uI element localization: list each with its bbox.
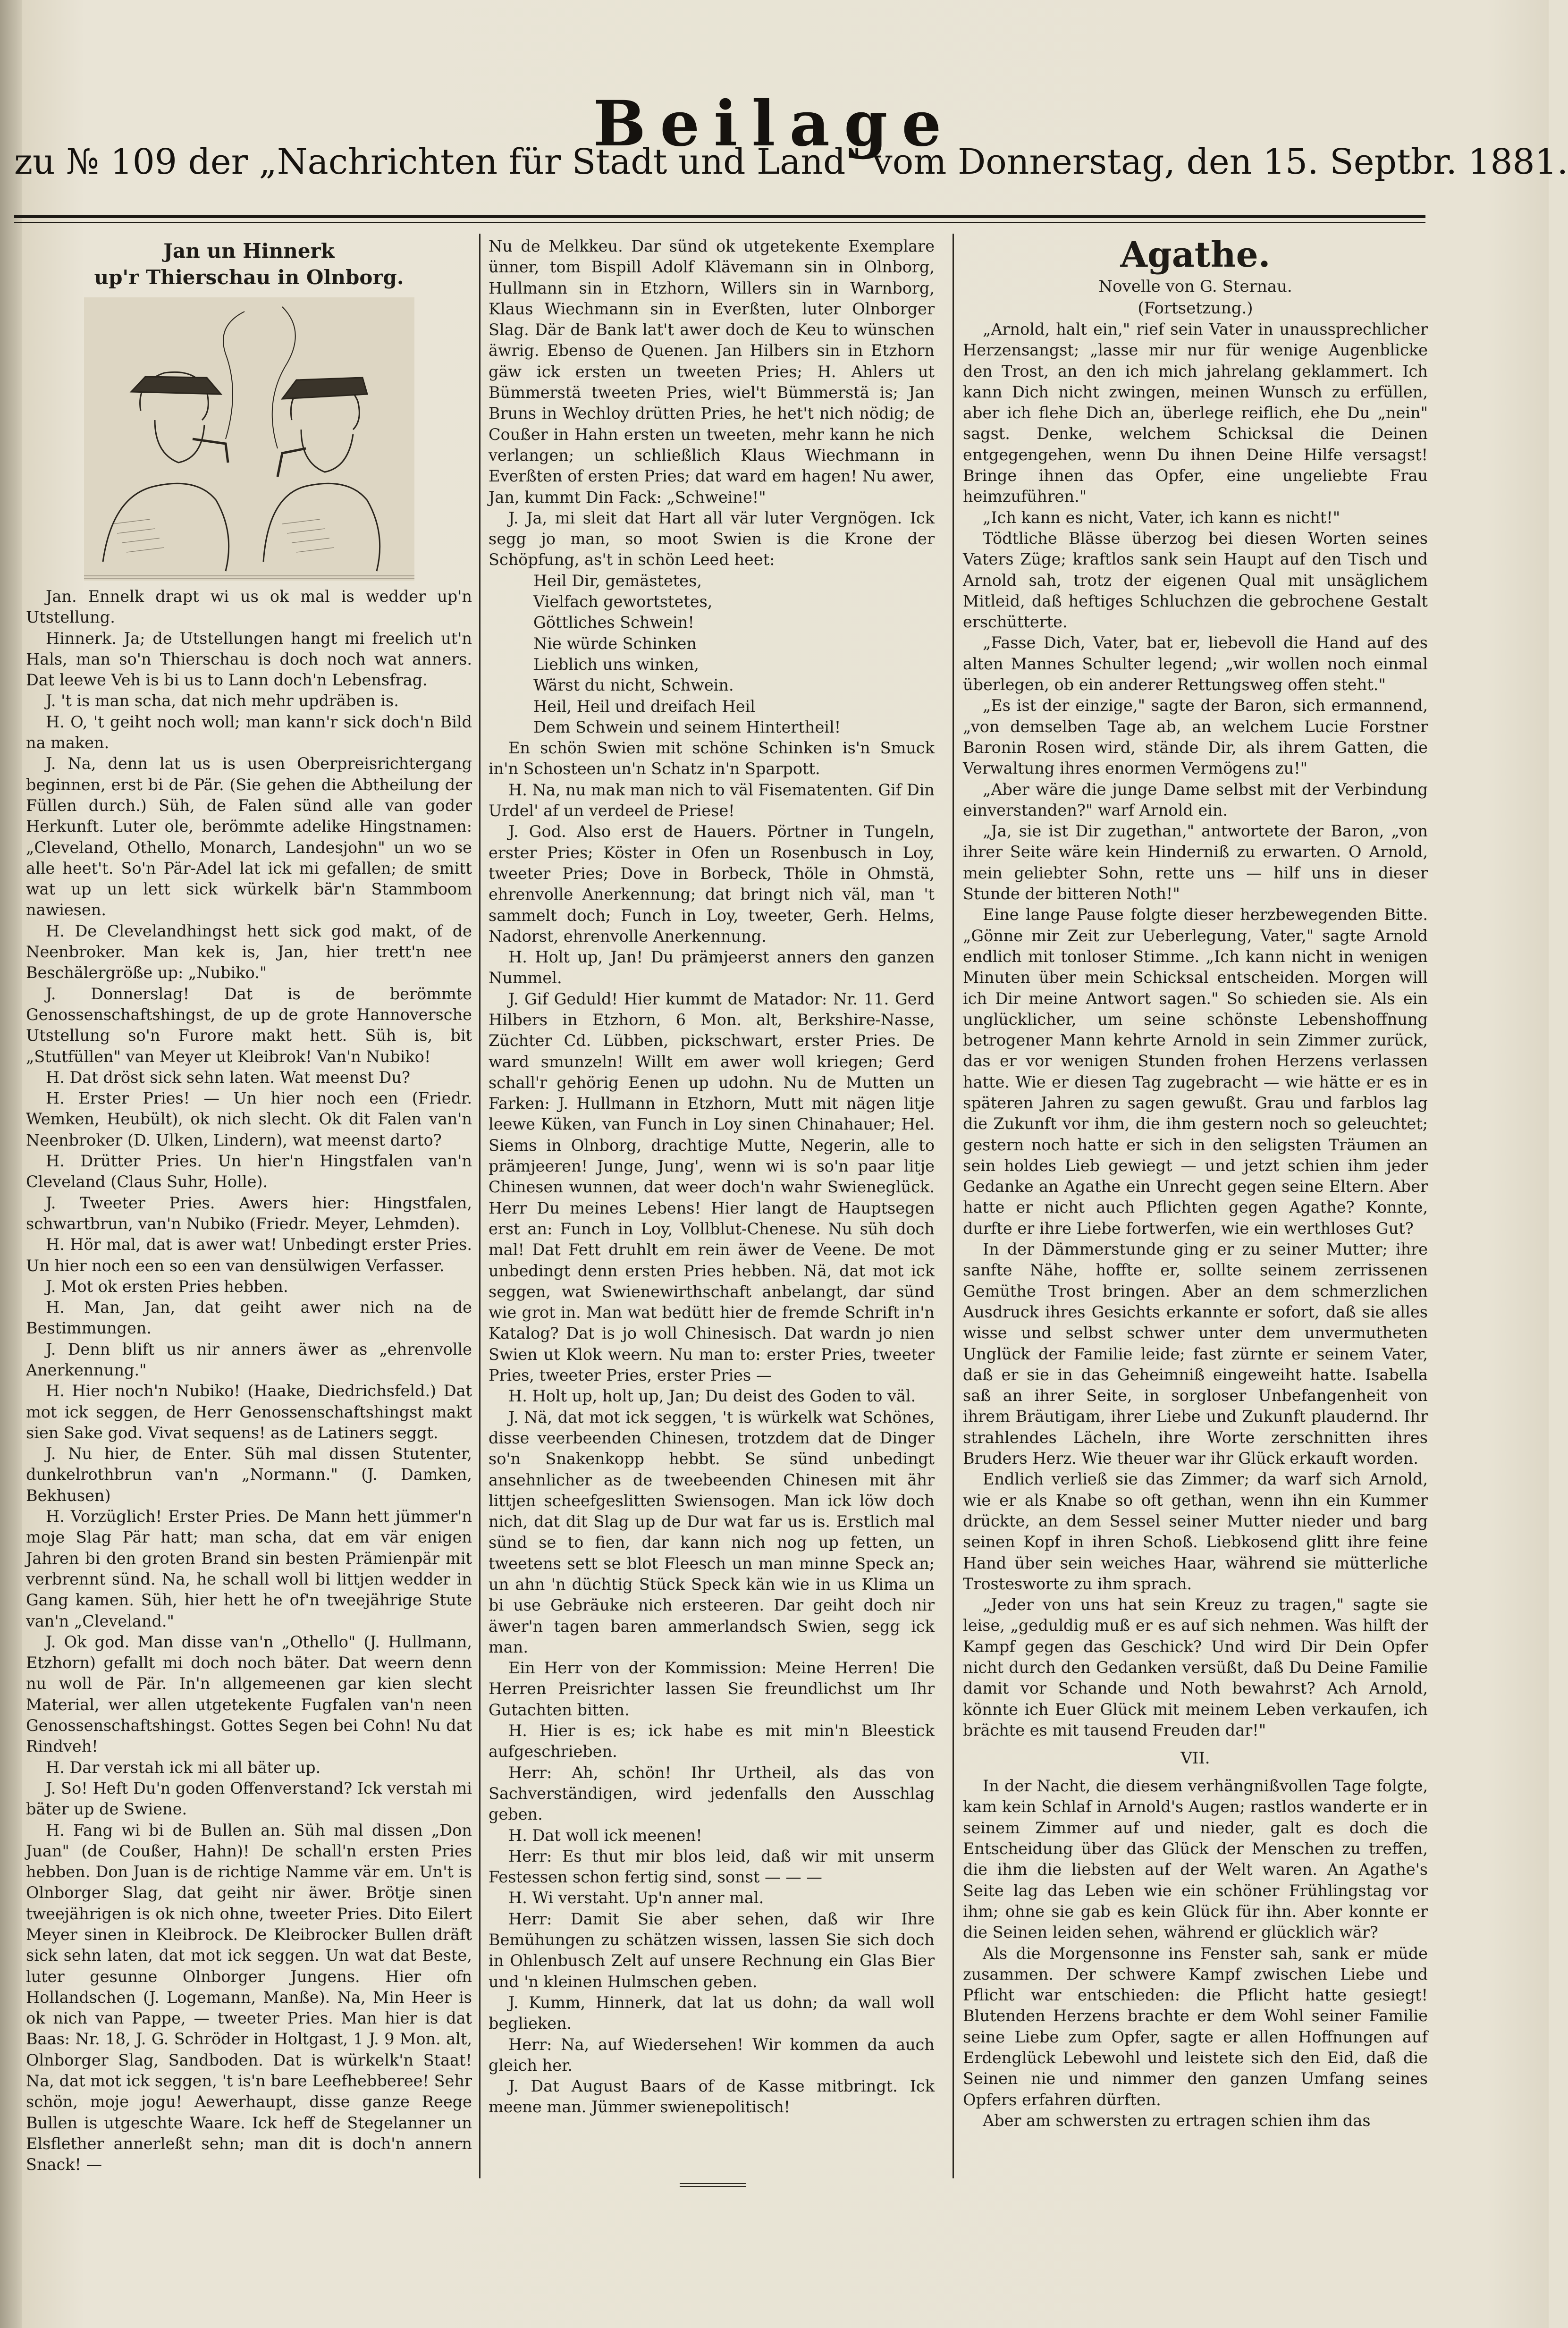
paragraph: J. 't is man scha, dat nich mehr updräben is. — [46, 692, 399, 710]
paragraph: H. Hier noch'n Nubiko! (Haake, Diedrichsfeld.) Dat mot ick seggen, de Herr Genossenschaftshingst makt sien Sake god. Vivat sequens! as de Latiners seggt. — [26, 1382, 477, 1442]
paragraph: H. Dar verstah ick mi all bäter up. — [46, 1758, 321, 1777]
paragraph: J. Gif Geduld! Hier kummt de Matador: Nr. 11. Gerd Hilbers in Etzhorn, 6 Mon. alt, Berkshire-Nasse, Züchter Cd. Lübben, pickschwart, erster Pries. De ward smunzeln! Willt em awer woll kriegen; Gerd schall'r gehörig Eenen up udohn. Nu de Mutten un Farken: J. Hullmann in Etzhorn, Mutt mit nägen litje leewe Küken, van Funch in Loy sinen Chinahauer; Hel. Siems in Olnborg, drachtige Mutte, Negerin, alle to prämjeeren! Junge, Jung', wenn wi is so'n paar litje Chinesen wunnen, dat weer doch'n wahr Swieneglück. Herr Du meines Lebens! Hier langt de Hauptsegen erst an: Funch in Loy, Vollblut-Chenese. Nu süh doch mal! Dat Fett druhlt em rein äwer de Veene. De mot unbedingt denn ersten Pries hebben. Nä, dat mot ick seggen, wat Swienewirthschaft anbelangt, dar sünd wie grot in. Man wat bedütt hier de fremde Schrift in'n Katalog? Dat is jo woll Chinesisch. Dat wardn jo nien Swien ut Klok weern. Nu man to: erster Pries, tweeter Pries, tweeter Pries, erster Pries — — [489, 989, 940, 1385]
paragraph: J. So! Heft Du'n goden Offenverstand? Ick verstah mi bäter up de Swiene. — [26, 1779, 477, 1819]
continuation-note: (Fortsetzung.) — [1138, 299, 1253, 318]
paragraph: J. Denn blift us nir anners äwer as „ehrenvolle Anerkennung." — [26, 1340, 477, 1379]
paragraph: J. Ok god. Man disse van'n „Othello" (J. Hullmann, Etzhorn) gefallt mi doch noch bäter. Dat weern denn nu woll de Pär. In'n allgemeenen gar kien slecht Material, wer allen utgetekente Fugfalen van'n neen Genossenschaftshingst. Gottes Segen bei Cohn! Nu dat Rindveh! — [26, 1632, 477, 1756]
paragraph: J. Dat August Baars of de Kasse mitbringt. Ick meene man. Jümmer swienepolitisch! — [489, 2077, 940, 2117]
paragraph: H. De Clevelandhingst hett sick god makt, of de Neenbroker. Man kek is, Jan, hier trett'n nee Beschälergröße up: „Nubiko." — [26, 921, 477, 982]
novel-byline: Novelle von G. Sternau. — [1098, 277, 1292, 296]
paragraph: J. Tweeter Pries. Awers hier: Hingstfalen, schwartbrun, van'n Nubiko (Friedr. Meyer, Lehmden). — [26, 1193, 477, 1233]
paragraph: J. Donnerslag! Dat is de berömmte Genossenschaftshingst, de up de grote Hannoversche Utstellung so'n Furore makt hett. Süh is, bit „Stutfüllen" van Meyer ut Kleibrok! Van'n Nubiko! — [26, 984, 477, 1066]
paragraph: Jan. Ennelk drapt wi us ok mal is wedder up'n Utstellung. — [26, 587, 477, 627]
paragraph: H. Wi verstaht. Up'n anner mal. — [508, 1889, 764, 1907]
paragraph: „Jeder von uns hat sein Kreuz zu tragen," sagte sie leise, „geduldig muß er es auf sich nehmen. Was hilft der Kampf gegen das Geschick? Und wird Dir Dein Opfer nicht durch den Gedanken versüßt, daß Du Deine Familie damit vor Schande und Noth bewahrst? Ach Arnold, könnte ich Euer Glück mit meinem Leben verkaufen, ich brächte es mit tausend Freuden dar!" — [963, 1595, 1433, 1739]
paragraph: Herr: Es thut mir blos leid, daß wir mit unserm Festessen schon fertig sind, sonst — — — — [489, 1847, 940, 1887]
paragraph: H. Holt up, holt up, Jan; Du deist des Goden to väl. — [508, 1387, 916, 1406]
paragraph: Nu de Melkkeu. Dar sünd ok utgetekente Exemplare ünner, tom Bispill Adolf Klävemann sin in Olnborg, Hullmann sin in Etzhorn, Willers sin in Warnborg, Klaus Wiechmann sin in Everßten, luter Olnborger Slag. Där de Bank lat't awer doch de Keu to wünschen äwrig. Ebenso de Quenen. Jan Hilbers sin in Etzhorn gäw ick ersten un tweeten Pries; H. Ahlers ut Bümmerstä tweeten Pries, wiel't Bümmerstä is; Jan Bruns in Wechloy drütten Pries, he het't nich nödig; de Coußer in Hahn ersten un tweeten, mehr kann he nich verlangen; un schließlich Klaus Wiechmann in Everßten of ersten Pries; dat ward em hagen! Nu awer, Jan, kummt Din Fack: „Schweine!" — [489, 237, 940, 506]
chapter-heading: VII. — [1180, 1749, 1210, 1768]
paragraph: „Aber wäre die junge Dame selbst mit der Verbindung einverstanden?" warf Arnold ein. — [963, 780, 1433, 819]
paragraph: H. Fang wi bi de Bullen an. Süh mal dissen „Don Juan" (de Coußer, Hahn)! De schall'n ersten Pries hebben. Don Juan is de richtige Namme vär em. Un't is Olnborger Slag, dat geiht nir äwer. Brötje sinen tweejährigen is ok nich ohne, tweeter Pries. Dito Eilert Meyer sinen in Kleibrock. De Kleibrocker Bullen dräft sick sehn laten, dat mot ick seggen. Un wat dat Beste, luter gesunne Olnborger Jungens. Hier ofn Hollandschen (J. Logemann, Manße). Na, Min Heer is ok nich van Pappe, — tweeter Pries. Man hier is dat Baas: Nr. 18, J. G. Schröder in Holtgast, 1 J. 9 Mon. alt, Olnborger Slag, Sandboden. Dat is würkelk'n Staat! Na, dat mot ick seggen, 't is'n bare Leefhebberee! Sehr schön, moje jogu! Aewerhaupt, disse ganze Reege Bullen is utgeschte Waare. Ick heff de Stegelanner un Elsflether annerleßt sehn; man dit is doch'n annern Snack! — — [26, 1821, 477, 2174]
binding-gutter — [0, 0, 22, 2328]
paragraph: „Arnold, halt ein," rief sein Vater in unaussprechlicher Herzensangst; „lasse mir nur für wenige Augenblicke den Trost, an den ich mich jahrelang geklammert. Ich kann Dich nicht zwingen, meinen Wunsch zu erfüllen, aber ich flehe Dich an, überlege reiflich, ehe Du „nein" sagst. Denke, welchem Schicksal die Deinen entgegengehen, wenn Du ihnen Deine Hilfe versagst! Bringe ihnen das Opfer, eine ungeliebte Frau heimzuführen." — [963, 320, 1433, 506]
paragraph: H. Hier is es; ick habe es mit min'n Bleestick aufgeschrieben. — [489, 1721, 940, 1761]
paragraph: H. Vorzüglich! Erster Pries. De Mann hett jümmer'n moje Slag Pär hatt; man scha, dat em vär enigen Jahren bi den groten Brand sin besten Prämienpär mit verbrennt sünd. Na, he schall woll bi littjen wedder in Gang kamen. Süh, hier hett he of'n tweejährige Stute van'n „Cleveland." — [26, 1507, 477, 1630]
paragraph: Endlich verließ sie das Zimmer; da warf sich Arnold, wie er als Knabe so oft gethan, wenn ihn ein Kummer drückte, an dem Sessel seiner Mutter nieder und barg seinen Kopf in ihren Schoß. Liebkosend glitt ihre feine Hand über sein weiches Haar, während sie mütterliche Trostesworte zu ihm sprach. — [963, 1470, 1433, 1593]
paragraph: H. Man, Jan, dat geiht awer nich na de Bestimmungen. — [26, 1298, 477, 1338]
paragraph: J. Ja, mi sleit dat Hart all vär luter Vergnögen. Ick segg jo man, so moot Swien is die Krone der Schöpfung, as't in schön Leed heet: — [489, 508, 940, 569]
farmers-smoking-illustration — [84, 297, 414, 581]
poem-verse: Heil Dir, gemästetes, Vielfach gewortstetes, Göttliches Schwein! Nie würde Schinken Lieblich uns winken, Wärst du nicht, Schwein. Heil, Heil und dreifach Heil Dem Schwein und seinem Hintertheil! — [533, 571, 841, 736]
paragraph: Aber am schwersten zu ertragen schien ihm das — [983, 2111, 1371, 2130]
paragraph: H. O, 't geiht noch woll; man kann'r sick doch'n Bild na maken. — [26, 712, 477, 752]
header-rule-thin — [14, 222, 1425, 223]
column-divider-1 — [479, 234, 481, 2178]
paragraph: „Fasse Dich, Vater, bat er, liebevoll die Hand auf des alten Mannes Schulter legend; „wir wollen noch einmal überlegen, ob ein anderer Rettungsweg offen steht." — [963, 633, 1433, 694]
paragraph: „Ich kann es nicht, Vater, ich kann es nicht!" — [983, 508, 1340, 527]
article-title: Jan un Hinnerk up'r Thierschau in Olnborg. — [94, 239, 404, 289]
column-1-text — [26, 586, 477, 2176]
paragraph: „Es ist der einzige," sagte der Baron, sich ermannend, „von demselben Tage ab, an welchem Lucie Forstner Baronin Rosen wird, stände Dir, als ihrem Gatten, die Verwaltung ihres enormen Vermögens zu!" — [963, 696, 1433, 778]
paragraph: H. Holt up, Jan! Du prämjeerst anners den ganzen Nummel. — [489, 948, 940, 987]
column-end-rule — [680, 2183, 746, 2187]
column-1 — [26, 236, 477, 2181]
paragraph: En schön Swien mit schöne Schinken is'n Smuck in'n Schosteen un'n Schatz in'n Sparpott. — [489, 739, 940, 778]
paragraph: In der Nacht, die diesem verhängnißvollen Tage folgte, kam kein Schlaf in Arnold's Augen; rastlos wanderte er in seinem Zimmer auf und nieder, galt es doch die Entscheidung über das Glück der Menschen zu treffen, die ihm die liebsten auf der Welt waren. An Agathe's Seite lag das Leben wie ein schöner Frühlingstag vor ihm; ohne sie gab es kein Glück für ihn. Aber konnte er die Seinen leiden sehen, während er glücklich wär? — [963, 1777, 1433, 1942]
masthead-title: Beilage — [593, 87, 956, 160]
paragraph: Hinnerk. Ja; de Utstellungen hangt mi freelich ut'n Hals, man so'n Thierschau is doch noch wat anners. Dat leewe Veh is bi us to Lann doch'n Lebensfrag. — [26, 629, 477, 690]
paragraph: H. Erster Pries! — Un hier noch een (Friedr. Wemken, Heubült), ok nich slecht. Ok dit Falen van'n Neenbroker (D. Ulken, Lindern), wat meenst darto? — [26, 1089, 477, 1149]
paragraph: Als die Morgensonne ins Fenster sah, sank er müde zusammen. Der schwere Kampf zwischen Liebe und Pflicht war entschieden: die Pflicht hatte gesiegt! Blutenden Herzens brachte er dem Wohl seiner Familie seine Liebe zum Opfer, sagte er allen Hoffnungen auf Erdenglück Lebewohl und leistete sich den Eid, daß die Seinen nie und nimmer den ganzen Umfang seines Opfers erfahren dürften. — [963, 1944, 1433, 2109]
paragraph: In der Dämmerstunde ging er zu seiner Mutter; ihre sanfte Nähe, hoffte er, sollte seinem zerrissenen Gemüthe Trost bringen. Aber an dem schmerzlichen Ausdruck ihres Gesichts erkannte er sofort, daß sie alles wisse und selbst schwer unter dem unvermutheten Unglück der Familie leide; fast zürnte er seinem Vater, daß er sie in das Geheimniß eingeweiht hatte. Isabella saß an ihrer Seite, in sorgloser Unbefangenheit von ihrem Bräutigam, ihrer Liebe und Zukunft plaudernd. Ihr strahlendes Lächeln, ihre Worte zerschnitten ihres Bruders Herz. Wie theuer war ihr Glück erkauft worden. — [963, 1240, 1433, 1468]
paragraph: J. God. Also erst de Hauers. Pörtner in Tungeln, erster Pries; Köster in Ofen un Rosenbusch in Loy, tweeter Pries; Dove in Borbeck, Thöle in Ohmstä, ehrenvolle Anerkennung; dat bringt nich väl, man 't sammelt doch; Funch in Loy, tweeter, Gerh. Helms, Nadorst, ehrenvolle Anerkennung. — [489, 822, 940, 945]
paragraph: Tödtliche Blässe überzog bei diesen Worten seines Vaters Züge; kraftlos sank sein Haupt auf den Tisch und Arnold sah, trotz der eigenen Qual mit unsäglichem Mitleid, daß heftiges Schluchzen die gebrochene Gestalt erschütterte. — [963, 529, 1433, 632]
novel-title: Agathe. — [1120, 235, 1271, 275]
paragraph: H. Drütter Pries. Un hier'n Hingstfalen van'n Cleveland (Claus Suhr, Holle). — [26, 1152, 477, 1191]
header-rule-thick — [14, 215, 1425, 218]
paragraph: Herr: Damit Sie aber sehen, daß wir Ihre Bemühungen zu schätzen wissen, lassen Sie sich doch in Ohlenbusch Zelt auf unsere Rechnung ein Glas Bier und 'n kleinen Hulmschen geben. — [489, 1909, 940, 1991]
paragraph: H. Dat dröst sick sehn laten. Wat meenst Du? — [46, 1068, 410, 1087]
column-3 — [963, 235, 1433, 2181]
paragraph: „Ja, sie ist Dir zugethan," antwortete der Baron, „von ihrer Seite wäre kein Hinderniß zu erwarten. O Arnold, mein geliebter Sohn, rette uns — hilf uns in dieser Stunde der bitteren Noth!" — [963, 822, 1433, 903]
masthead-subtitle: zu № 109 der „Nachrichten für Stadt und Land" vom Donnerstag, den 15. Septbr. 1881. — [14, 142, 1568, 182]
paragraph: J. Nä, dat mot ick seggen, 't is würkelk wat Schönes, disse veerbeenden Chinesen, trotzdem dat de Dinger so'n Snakenkopp hebbt. Se sünd unbedingt ansehnlicher as de tweebeenden Chinesen mit ähr littjen scheefgeslitten Swiensogen. Man ick löw doch nich, dat dit Slag up de Dur wat far us is. Erstlich mal sünd se to fien, dar kann nich nog up fetten, un tweetens sett se blot Fleesch un man minne Speck an; un ahn 'n düchtig Stück Speck kän wie in us Klima un bi use Gebräuke nich ersteeren. Dar geiht doch nir äwer'n tagen baren ammerlandsch Swien, segg ick man. — [489, 1408, 940, 1656]
paragraph: J. Nu hier, de Enter. Süh mal dissen Stutenter, dunkelrothbrun van'n „Normann." (J. Damken, Bekhusen) — [26, 1444, 477, 1505]
paragraph: J. Na, denn lat us is usen Oberpreisrichtergang beginnen, erst bi de Pär. (Sie gehen die Abtheilung der Füllen durch.) Süh, de Falen sünd alle van goder Herkunft. Luter ole, berömmte adelike Hingstnamen: „Cleveland, Othello, Monarch, Landesjohn" un wo se alle heet't. So'n Pär-Adel lat ick mi gefallen; de smitt wat up un lett sick würkelk bär'n Stammboom nawiesen. — [26, 754, 477, 919]
column-2 — [489, 236, 940, 2181]
paragraph: Eine lange Pause folgte dieser herzbewegenden Bitte. „Gönne mir Zeit zur Ueberlegung, Vater," sagte Arnold endlich mit tonloser Stimme. „Ich kann nicht in wenigen Minuten über mein Schicksal entscheiden. Morgen will ich Dir meine Antwort sagen." So schieden sie. Als ein unglücklicher, um seine schönste Lebenshoffnung betrogener Mann kehrte Arnold in sein Zimmer zurück, das er vor wenigen Stunden frohen Herzens verlassen hatte. Wie er diesen Tag zugebracht — wie hätte er es in späteren Jahren zu sagen gewußt. Grau und farblos lag die Zukunft vor ihm, die ihm gestern noch so geleuchtet; gestern noch hatte er sich in den seligsten Träumen an sein holdes Lieb gewiegt — und jetzt schien ihm jeder Gedanke an Agathe ein Unrecht gegen seine Eltern. Aber hatte er nicht auch Pflichten gegen Agathe? Konnte, durfte er ihre Liebe fortwerfen, wie ein werthloses Gut? — [963, 905, 1433, 1238]
paragraph: H. Dat woll ick meenen! — [508, 1826, 702, 1845]
paragraph: J. Mot ok ersten Pries hebben. — [46, 1277, 288, 1296]
paragraph: H. Hör mal, dat is awer wat! Unbedingt erster Pries. Un hier noch een so een van densülwigen Verfasser. — [26, 1235, 477, 1275]
paragraph: Ein Herr von der Kommission: Meine Herren! Die Herren Preisrichter lassen Sie freundlichst um Ihr Gutachten bitten. — [489, 1659, 940, 1719]
column-divider-2 — [953, 234, 954, 2178]
paragraph: Herr: Na, auf Wiedersehen! Wir kommen da auch gleich her. — [489, 2035, 940, 2075]
paragraph: Herr: Ah, schön! Ihr Urtheil, als das von Sachverständigen, wird jedenfalls den Ausschlag geben. — [489, 1763, 940, 1824]
paragraph: J. Kumm, Hinnerk, dat lat us dohn; da wall woll beglieken. — [489, 1993, 940, 2033]
paragraph: H. Na, nu mak man nich to väl Fisematenten. Gif Din Urdel' af un verdeel de Priese! — [489, 780, 940, 820]
